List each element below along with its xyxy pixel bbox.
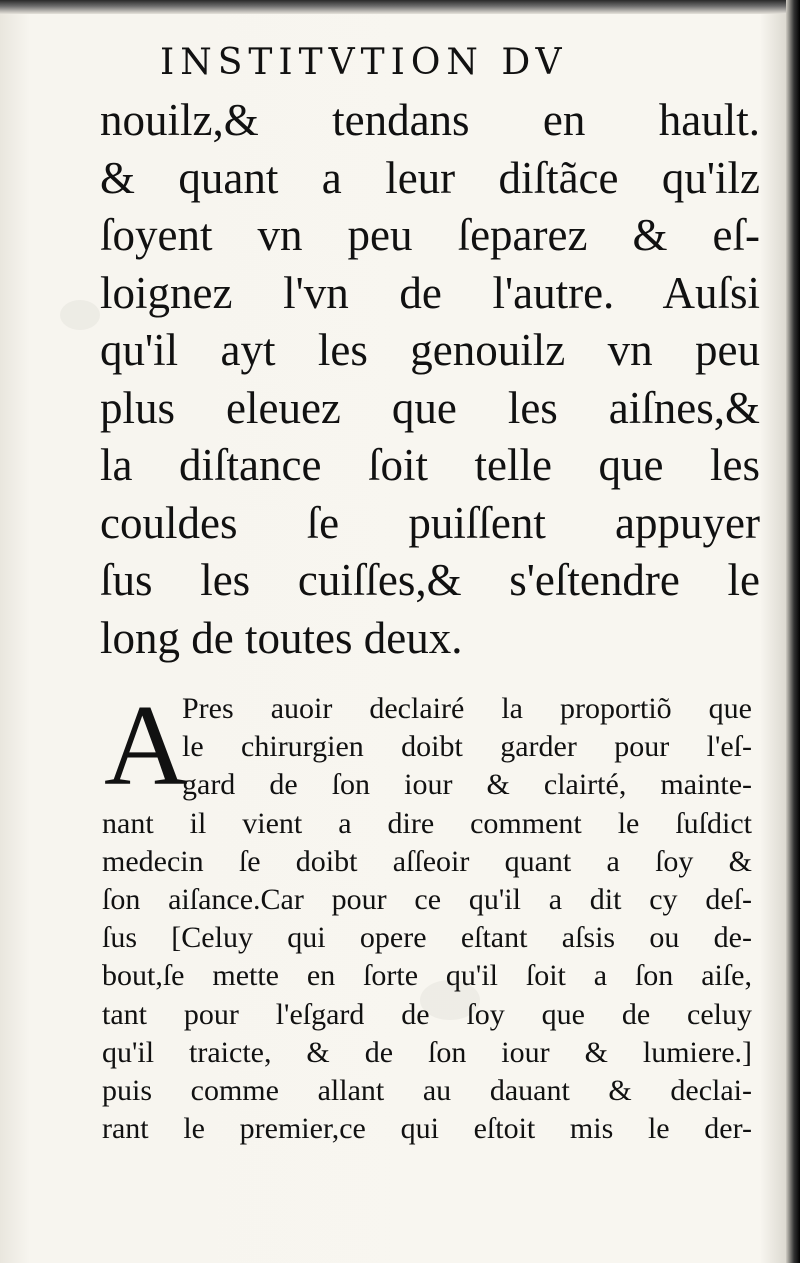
commentary-line: ſon aiſance.Car pour ce qu'il a dit cy deſ- (102, 882, 752, 916)
main-text-line: plus eleuez que les aiſnes,& (100, 382, 760, 433)
main-text-line: nouilz,& tendans en hault. (100, 95, 760, 145)
commentary-line: puis comme allant au dauant & declai- (102, 1073, 752, 1107)
drop-cap: A (104, 682, 188, 810)
commentary-line: le chirurgien doibt garder pour l'eſ- (182, 730, 752, 764)
main-text-line: ſus les cuiſſes,& s'eſtendre le (100, 555, 760, 605)
page-top-edge (0, 0, 800, 14)
running-head: INSTITVTION DV (160, 42, 568, 83)
commentary-line: bout,ſe mette en ſorte qu'il ſoit a ſon aiſe, (102, 959, 752, 993)
commentary-text (102, 682, 752, 1148)
commentary-line: medecin ſe doibt aſſeoir quant a ſoy & (102, 844, 752, 878)
commentary-line: qu'il traicte, & de ſon iour & lumiere.] (102, 1035, 752, 1069)
commentary-line: rant le premier,ce qui eſtoit mis le der- (102, 1112, 752, 1146)
commentary-line: ſus [Celuy qui opere eſtant aſsis ou de- (102, 921, 752, 955)
main-text-line: qu'il ayt les genouilz vn peu (100, 325, 760, 375)
main-text-line: loignez l'vn de l'autre. Auſsi (100, 267, 760, 318)
page-right-edge (786, 0, 800, 1263)
main-text-line: la diſtance ſoit telle que les (100, 440, 760, 490)
commentary-line: tant pour l'eſgard de ſoy que de celuy (102, 997, 752, 1031)
main-text-line: couldes ſe puiſſent appuyer (100, 497, 760, 548)
main-text-line: long de toutes deux. (100, 612, 463, 663)
commentary-line: Pres auoir declairé la proportiõ que (182, 692, 752, 725)
commentary-line: nant il vient a dire comment le ſuſdict (102, 806, 752, 840)
main-text-line: ſoyent vn peu ſeparez & eſ- (100, 210, 760, 260)
paper-stain (60, 300, 100, 330)
commentary-line: gard de ſon iour & clairté, mainte- (182, 768, 752, 802)
main-text-line: & quant a leur diſtãce qu'ilz (100, 152, 760, 203)
main-text (100, 92, 760, 667)
